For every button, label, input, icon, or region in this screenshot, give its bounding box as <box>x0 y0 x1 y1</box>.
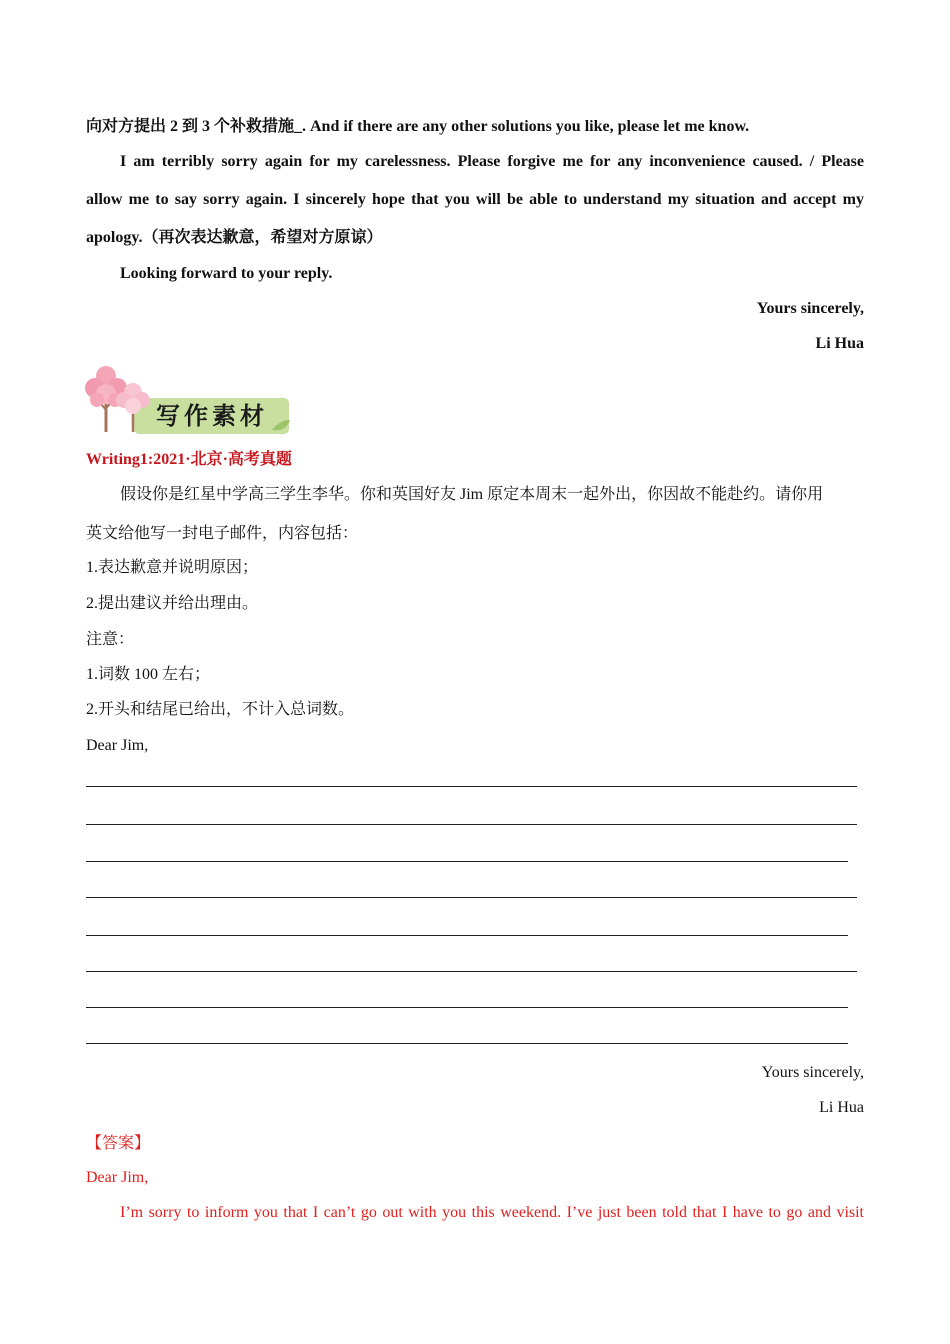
letter-apology-line-2: allow me to say sorry again. I sincerely hope that you will be able to understand my situation and accept my <box>86 191 864 208</box>
writing1-heading: Writing1:2021·北京·高考真题 <box>86 451 292 468</box>
writing1-item-1: 1.表达歉意并说明原因； <box>86 559 259 576</box>
answer-blank-line <box>86 1007 848 1008</box>
answer-blank-line <box>86 861 848 862</box>
answer-blank-line <box>86 824 857 825</box>
writing1-note-1: 1.词数 100 左右； <box>86 666 211 683</box>
letter-looking-forward: Looking forward to your reply. <box>120 265 333 282</box>
writing1-prompt-line-2: 英文给他写一封电子邮件，内容包括： <box>86 525 359 542</box>
answer-blank-line <box>86 971 857 972</box>
answer-blank-line <box>86 935 848 936</box>
writing1-item-2: 2.提出建议并给出理由。 <box>86 595 259 612</box>
letter-apology-line-3: apology.（再次表达歉意，希望对方原谅） <box>86 229 383 246</box>
writing1-note-2: 2.开头和结尾已给出，不计入总词数。 <box>86 701 355 718</box>
answer-greeting: Dear Jim, <box>86 1169 149 1186</box>
writing1-closing: Yours sincerely, <box>761 1064 864 1081</box>
letter-paragraph-remedies: 向对方提出 2 到 3 个补救措施_. And if there are any other solutions you like, please let me know. <box>86 118 750 135</box>
section-title: 写作素材 <box>156 402 268 430</box>
answer-blank-line <box>86 897 857 898</box>
answer-blank-line <box>86 786 857 787</box>
letter-closing: Yours sincerely, <box>756 300 864 317</box>
writing1-prompt-line-1: 假设你是红星中学高三学生李华。你和英国好友 Jim 原定本周末一起外出，你因故不能赴约。请你用 <box>120 486 824 503</box>
writing1-notes-label: 注意： <box>86 631 135 648</box>
letter-signature: Li Hua <box>815 335 864 352</box>
answer-blank-line <box>86 1043 848 1044</box>
writing1-greeting: Dear Jim, <box>86 737 149 754</box>
writing1-signature: Li Hua <box>819 1099 864 1116</box>
answer-line-1: I’m sorry to inform you that I can’t go out with you this weekend. I’ve just been told that I have to go and visit <box>120 1204 864 1221</box>
answer-label: 【答案】 <box>86 1135 151 1152</box>
letter-apology-line-1: I am terribly sorry again for my carelessness. Please forgive me for any inconvenience caused. / Please <box>120 153 864 170</box>
